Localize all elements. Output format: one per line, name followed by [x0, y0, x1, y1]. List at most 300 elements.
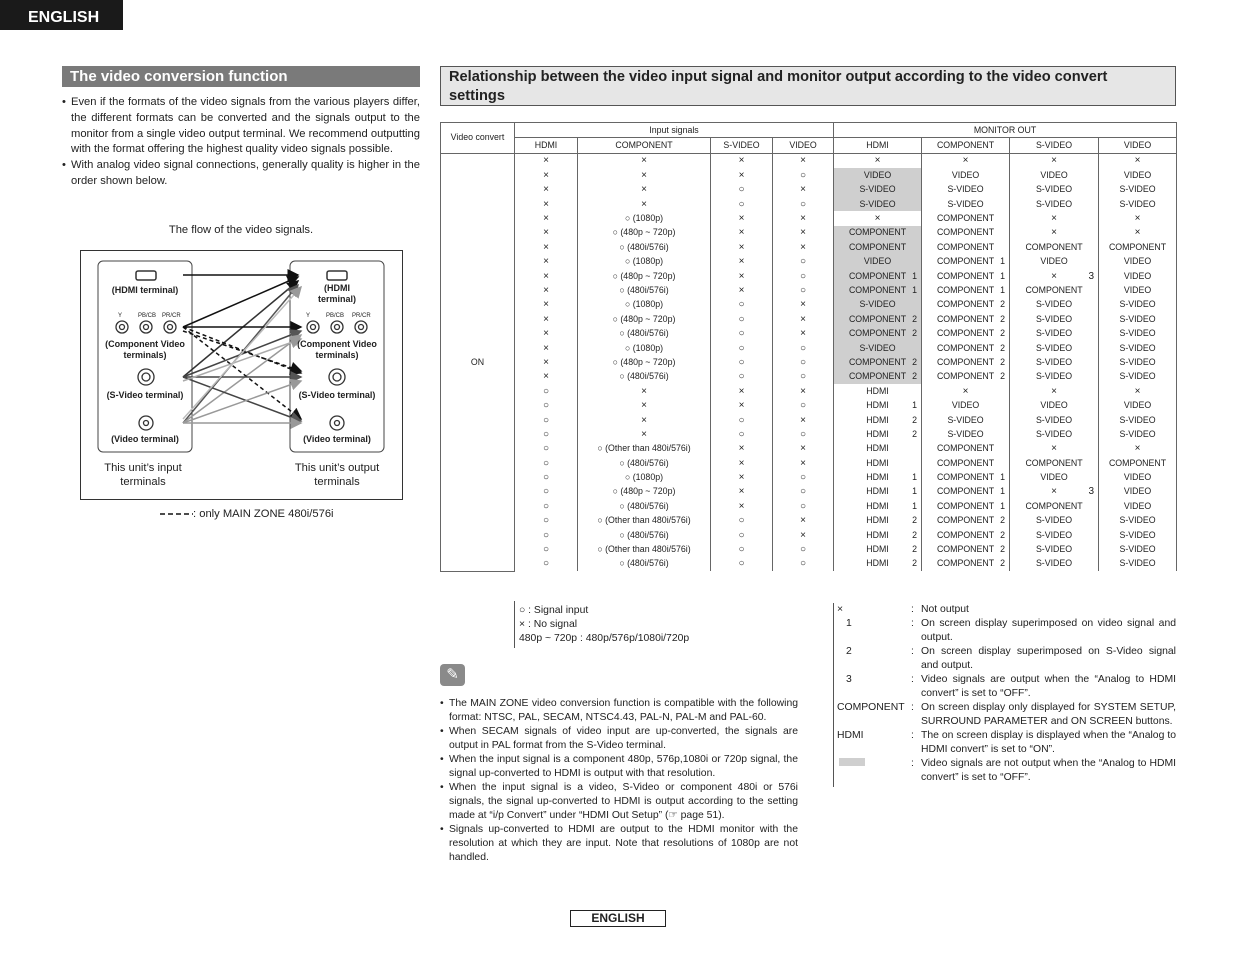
input-cell: ×: [711, 226, 773, 240]
jack-label-pb: PB/CB: [326, 313, 345, 319]
legend-key: 2: [846, 646, 852, 657]
dash-legend-text: : only MAIN ZONE 480i/576i: [193, 508, 334, 520]
output-cell: [922, 197, 1010, 211]
legend-text: Video signals are output when the “Analog to HDMI convert” is set to “OFF”.: [921, 674, 1176, 699]
intro-text: [62, 95, 420, 190]
footnote-mark: 1: [912, 400, 918, 411]
output-cell: [1099, 298, 1177, 312]
table-row: [441, 312, 1177, 326]
output-cell: [1099, 168, 1177, 182]
relationship-title: Relationship between the video input signal and monitor output according to the video convert settings: [440, 66, 1176, 106]
output-value: HDMI: [866, 443, 889, 454]
output-cell: [834, 370, 922, 384]
input-cell: ×: [578, 153, 711, 168]
footnote-mark: 2: [912, 544, 918, 555]
table-row: [441, 226, 1177, 240]
output-cell: [834, 153, 922, 168]
output-cell: [1010, 197, 1099, 211]
input-cell: ○ (480i/576i): [578, 283, 711, 297]
input-cell: ×: [515, 312, 578, 326]
output-value: HDMI: [866, 515, 889, 526]
output-cell: [834, 514, 922, 528]
output-cell: [1099, 211, 1177, 225]
output-value: ×: [1134, 155, 1141, 167]
output-value: COMPONENT: [848, 284, 907, 295]
input-cell: ○: [711, 341, 773, 355]
output-value: COMPONENT: [936, 227, 995, 238]
footnote-mark: 1: [912, 284, 918, 295]
output-value: S-VIDEO: [859, 342, 896, 353]
output-value: VIDEO: [1123, 284, 1152, 295]
output-value: VIDEO: [1040, 472, 1068, 483]
footnote-mark: 2: [1000, 544, 1006, 555]
input-cell: ○: [711, 557, 773, 571]
output-cell: [922, 226, 1010, 240]
input-cell: ×: [711, 283, 773, 297]
table-row: [441, 211, 1177, 225]
output-value: HDMI: [866, 558, 889, 569]
output-value: S-VIDEO: [1119, 544, 1156, 555]
input-cell: ×: [711, 269, 773, 283]
output-cell: [922, 298, 1010, 312]
output-cell: [1010, 542, 1099, 556]
input-cell: ×: [711, 499, 773, 513]
col-header: HDMI: [515, 138, 578, 153]
input-cell: ○ (480p ~ 720p): [578, 269, 711, 283]
output-value: ×: [1134, 385, 1141, 397]
output-cell: [922, 514, 1010, 528]
signal-flow-diagram: [80, 250, 403, 500]
table-row: [441, 470, 1177, 484]
input-cell: ×: [773, 413, 834, 427]
output-cell: [1010, 427, 1099, 441]
input-cell: ○: [711, 326, 773, 340]
output-cell: [834, 240, 922, 254]
input-cell: ×: [578, 197, 711, 211]
table-row: [441, 384, 1177, 398]
input-cell: ×: [773, 298, 834, 312]
output-value: VIDEO: [1040, 169, 1068, 180]
output-value: HDMI: [866, 385, 889, 396]
output-cell: [1099, 485, 1177, 499]
input-cell: ×: [711, 384, 773, 398]
input-cell: ○: [515, 485, 578, 499]
output-cell: [1099, 197, 1177, 211]
output-cell: [1010, 226, 1099, 240]
input-cell: ×: [578, 384, 711, 398]
table-row: [441, 355, 1177, 369]
input-cell: ×: [515, 341, 578, 355]
input-cell: ×: [515, 197, 578, 211]
footnote-mark: 1: [912, 270, 918, 281]
output-cell: [1099, 528, 1177, 542]
output-cell: [1010, 456, 1099, 470]
output-value: HDMI: [866, 472, 889, 483]
footnote-mark: 2: [1000, 299, 1006, 310]
output-value: S-VIDEO: [1035, 515, 1073, 526]
output-value: COMPONENT: [936, 356, 995, 367]
input-cell: ○: [773, 398, 834, 412]
output-cell: [922, 183, 1010, 197]
input-svideo-label: (S-Video terminal): [106, 390, 184, 400]
footnote-mark: 3: [1088, 486, 1095, 498]
legend-row: COMPONENT : On screen display only displayed for SYSTEM SETUP, SURROUND PARAMETER and ON SCREEN buttons.: [837, 702, 1176, 727]
input-cell: ○: [515, 528, 578, 542]
input-cell: ○: [515, 514, 578, 528]
output-cell: [1010, 168, 1099, 182]
output-cell: [922, 326, 1010, 340]
col-header: COMPONENT: [922, 138, 1010, 153]
output-cell: [1010, 341, 1099, 355]
output-value: S-VIDEO: [1119, 184, 1156, 195]
footnote-mark: 2: [912, 558, 918, 569]
footnote-mark: 2: [1000, 356, 1006, 367]
table-row: [441, 427, 1177, 441]
output-legend: [837, 603, 1176, 785]
output-value: ×: [1134, 443, 1141, 455]
output-value: COMPONENT: [936, 500, 995, 511]
input-cell: ×: [773, 456, 834, 470]
input-cell: ×: [711, 168, 773, 182]
output-cell: [834, 499, 922, 513]
output-value: COMPONENT: [936, 529, 995, 540]
output-value: COMPONENT: [1025, 241, 1083, 252]
output-value: S-VIDEO: [947, 198, 984, 209]
output-value: HDMI: [866, 544, 889, 555]
input-cell: ×: [515, 168, 578, 182]
input-cell: ×: [773, 153, 834, 168]
output-value: S-VIDEO: [1119, 313, 1156, 324]
legend-row: : Video signals are not output when the “Analog to HDMI convert” is set to “OFF”.: [837, 757, 1176, 785]
output-cell: [1010, 355, 1099, 369]
table-row: [441, 183, 1177, 197]
input-cell: ×: [773, 211, 834, 225]
input-cell: ×: [515, 283, 578, 297]
table-row: [441, 240, 1177, 254]
input-cell: ×: [773, 240, 834, 254]
legend-key: ×: [837, 604, 844, 615]
legend-row: 3 : Video signals are output when the “Analog to HDMI convert” is set to “OFF”.: [837, 673, 1176, 701]
input-cell: ×: [711, 398, 773, 412]
output-value: VIDEO: [1123, 169, 1152, 180]
output-cell: [1099, 341, 1177, 355]
table-row: [441, 269, 1177, 283]
table-row: [441, 283, 1177, 297]
col-header: VIDEO: [1099, 138, 1177, 153]
input-cell: ×: [773, 514, 834, 528]
input-cell: ○ (480i/576i): [578, 240, 711, 254]
output-value: S-VIDEO: [1035, 198, 1073, 209]
output-cell: [834, 427, 922, 441]
output-cell: [922, 168, 1010, 182]
output-cell: [922, 557, 1010, 571]
input-cell: ○: [773, 427, 834, 441]
output-value: COMPONENT: [936, 299, 995, 310]
input-cell: ×: [515, 298, 578, 312]
output-cell: [922, 398, 1010, 412]
table-row: [441, 557, 1177, 571]
legend-row: HDMI : The on screen display is displayed when the “Analog to HDMI convert” is set to “ON”.: [837, 730, 1176, 755]
footnote-mark: 1: [1000, 256, 1006, 267]
input-cell: ×: [578, 413, 711, 427]
input-cell: ×: [711, 485, 773, 499]
table-row: [441, 398, 1177, 412]
output-cell: [1099, 557, 1177, 571]
output-value: VIDEO: [1040, 400, 1068, 411]
output-value: S-VIDEO: [1119, 198, 1156, 209]
output-value: ×: [1051, 270, 1057, 282]
output-cell: [834, 312, 922, 326]
output-value: ×: [874, 213, 881, 225]
output-value: S-VIDEO: [859, 184, 896, 195]
table-row: [441, 542, 1177, 556]
output-cell: [834, 485, 922, 499]
conversion-table: [440, 122, 1177, 572]
output-value: S-VIDEO: [1119, 558, 1156, 569]
output-value: COMPONENT: [936, 284, 995, 295]
legend-key: COMPONENT: [837, 702, 905, 713]
output-cell: [1099, 384, 1177, 398]
output-svideo-label: (S-Video terminal): [298, 390, 376, 400]
output-cell: [834, 528, 922, 542]
table-row: [441, 341, 1177, 355]
output-value: S-VIDEO: [1035, 328, 1073, 339]
note-item: • When SECAM signals of video input are up-converted, the signals are output in PAL format from the S-Video terminal.: [440, 725, 798, 753]
output-value: VIDEO: [1123, 472, 1152, 483]
input-cell: ×: [711, 442, 773, 456]
input-cell: ○ (Other than 480i/576i): [578, 542, 711, 556]
output-value: S-VIDEO: [1119, 515, 1156, 526]
output-cell: [1099, 153, 1177, 168]
footnote-mark: 2: [912, 371, 918, 382]
output-value: S-VIDEO: [1119, 414, 1156, 425]
legend-divider: [514, 601, 515, 648]
input-cell: ×: [773, 528, 834, 542]
footnote-mark: 2: [1000, 529, 1006, 540]
output-cell: [834, 183, 922, 197]
output-value: COMPONENT: [848, 371, 907, 382]
input-cell: ×: [711, 255, 773, 269]
output-value: S-VIDEO: [1119, 328, 1156, 339]
input-video-label: (Video terminal): [111, 434, 179, 444]
output-cell: [834, 211, 922, 225]
input-cell: ○: [711, 298, 773, 312]
output-cell: [922, 355, 1010, 369]
output-cell: [834, 442, 922, 456]
input-cell: ×: [773, 226, 834, 240]
jack-label-pb: PB/CB: [138, 313, 157, 319]
output-value: COMPONENT: [936, 213, 995, 224]
output-cell: [922, 283, 1010, 297]
table-row: [441, 298, 1177, 312]
output-value: ×: [874, 155, 881, 167]
monitor-out-header: MONITOR OUT: [834, 123, 1177, 138]
input-cell: ○: [773, 557, 834, 571]
input-cell: ○: [515, 456, 578, 470]
footer-language: ENGLISH: [570, 910, 666, 927]
table-body: [441, 153, 1177, 571]
input-cell: ×: [773, 326, 834, 340]
output-value: ×: [1051, 443, 1057, 455]
output-value: COMPONENT: [936, 486, 995, 497]
table-row: [441, 326, 1177, 340]
note-item: • When the input signal is a component 480p, 576p,1080i or 720p signal, the signal up-converted to HDMI is output with that resolution.: [440, 753, 798, 781]
legend-row: × : Not output: [837, 603, 1176, 617]
output-value: S-VIDEO: [1119, 428, 1156, 439]
output-cell: [1010, 528, 1099, 542]
input-cell: ○: [773, 255, 834, 269]
input-cell: ×: [711, 211, 773, 225]
output-value: HDMI: [866, 486, 889, 497]
output-value: S-VIDEO: [1035, 371, 1073, 382]
output-cell: [922, 470, 1010, 484]
output-value: COMPONENT: [936, 371, 995, 382]
symbol-legend: [519, 604, 689, 646]
gray-swatch: [839, 758, 865, 766]
output-cell: [834, 398, 922, 412]
output-value: ×: [962, 385, 969, 397]
input-cell: ○ (1080p): [578, 341, 711, 355]
output-value: VIDEO: [863, 256, 892, 267]
output-cell: [1099, 398, 1177, 412]
output-cell: [1099, 514, 1177, 528]
output-value: HDMI: [866, 500, 889, 511]
output-value: COMPONENT: [936, 342, 995, 353]
output-cell: [922, 542, 1010, 556]
output-cell: [834, 355, 922, 369]
output-cell: [834, 326, 922, 340]
output-value: S-VIDEO: [1035, 356, 1073, 367]
output-cell: [1099, 442, 1177, 456]
notes-list: [440, 697, 798, 865]
table-row: [441, 255, 1177, 269]
output-cell: [922, 528, 1010, 542]
output-cell: [834, 197, 922, 211]
input-cell: ×: [515, 183, 578, 197]
jack-label-y: Y: [118, 313, 123, 319]
input-cell: ○: [711, 542, 773, 556]
input-cell: ○: [515, 442, 578, 456]
output-cell: [1099, 355, 1177, 369]
col-header: COMPONENT: [578, 138, 711, 153]
output-cell: [834, 226, 922, 240]
output-value: S-VIDEO: [1035, 313, 1073, 324]
input-cell: ○ (1080p): [578, 255, 711, 269]
input-caption: This unit’s input terminals: [104, 462, 182, 488]
note-pencil-icon: ✎: [440, 664, 465, 686]
output-value: S-VIDEO: [1035, 184, 1073, 195]
jack-label-pr: PR/CR: [162, 313, 181, 319]
input-cell: ×: [578, 168, 711, 182]
output-cell: [1099, 269, 1177, 283]
output-value: HDMI: [866, 400, 889, 411]
input-signals-header: Input signals: [515, 123, 834, 138]
footnote-mark: 1: [1000, 284, 1006, 295]
dashed-line-icon: [160, 510, 193, 518]
input-cell: ○: [773, 370, 834, 384]
intro-bullet: • With analog video signal connections, generally quality is higher in the order shown below.: [62, 158, 420, 190]
output-value: COMPONENT: [848, 356, 907, 367]
output-cell: [1099, 413, 1177, 427]
input-cell: ○ (480i/576i): [578, 456, 711, 470]
input-cell: ○: [711, 370, 773, 384]
input-cell: ○ (480i/576i): [578, 499, 711, 513]
output-cell: [834, 269, 922, 283]
footnote-mark: 2: [1000, 558, 1006, 569]
legend-text: The on screen display is displayed when the “Analog to HDMI convert” is set to “ON”.: [921, 730, 1176, 755]
footnote-mark: 2: [1000, 342, 1006, 353]
output-cell: [1099, 470, 1177, 484]
output-value: VIDEO: [1040, 256, 1068, 267]
output-value: ×: [1051, 486, 1057, 498]
input-cell: ×: [711, 240, 773, 254]
setting-cell: ON: [441, 153, 515, 571]
legend-text: Video signals are not output when the “Analog to HDMI convert” is set to “OFF”.: [921, 758, 1176, 783]
input-cell: ×: [515, 326, 578, 340]
input-cell: ×: [773, 384, 834, 398]
output-value: COMPONENT: [1025, 284, 1083, 295]
input-cell: ○: [711, 514, 773, 528]
legend-row: 1 : On screen display superimposed on video signal and output.: [837, 617, 1176, 645]
input-cell: ○: [773, 269, 834, 283]
output-value: COMPONENT: [848, 227, 907, 238]
input-hdmi-label: (HDMI terminal): [111, 285, 179, 295]
input-cell: ○: [515, 557, 578, 571]
output-value: HDMI: [866, 457, 889, 468]
footnote-mark: 3: [1088, 270, 1095, 282]
output-value: VIDEO: [1123, 256, 1152, 267]
output-value: VIDEO: [951, 169, 980, 180]
col-header: HDMI: [834, 138, 922, 153]
table-row: [441, 499, 1177, 513]
output-value: S-VIDEO: [859, 198, 896, 209]
footnote-mark: 2: [912, 515, 918, 526]
output-cell: [1099, 427, 1177, 441]
output-cell: [1099, 456, 1177, 470]
output-value: ×: [1051, 213, 1057, 225]
output-cell: [922, 456, 1010, 470]
output-cell: [1010, 312, 1099, 326]
output-cell: [922, 370, 1010, 384]
footnote-mark: 1: [1000, 472, 1006, 483]
input-cell: ×: [515, 269, 578, 283]
output-value: VIDEO: [1123, 500, 1152, 511]
table-row: [441, 413, 1177, 427]
legend-row: 2 : On screen display superimposed on S-Video signal and output.: [837, 645, 1176, 673]
table-row: [441, 370, 1177, 384]
input-cell: ○: [711, 355, 773, 369]
output-video-label: (Video terminal): [303, 434, 371, 444]
output-cell: [1010, 283, 1099, 297]
input-cell: ×: [515, 240, 578, 254]
output-value: COMPONENT: [936, 256, 995, 267]
footnote-mark: 2: [1000, 313, 1006, 324]
output-cell: [1099, 283, 1177, 297]
output-value: HDMI: [866, 414, 889, 425]
input-cell: ○ (1080p): [578, 211, 711, 225]
input-cell: ○: [711, 183, 773, 197]
video-convert-header: Video convert: [441, 123, 515, 154]
input-cell: ○: [773, 355, 834, 369]
output-value: VIDEO: [1123, 400, 1152, 411]
output-cell: [1010, 326, 1099, 340]
output-cell: [1010, 211, 1099, 225]
output-value: S-VIDEO: [1035, 529, 1073, 540]
input-cell: ○: [711, 197, 773, 211]
input-cell: ○: [773, 197, 834, 211]
output-cell: [834, 168, 922, 182]
output-cell: [834, 413, 922, 427]
